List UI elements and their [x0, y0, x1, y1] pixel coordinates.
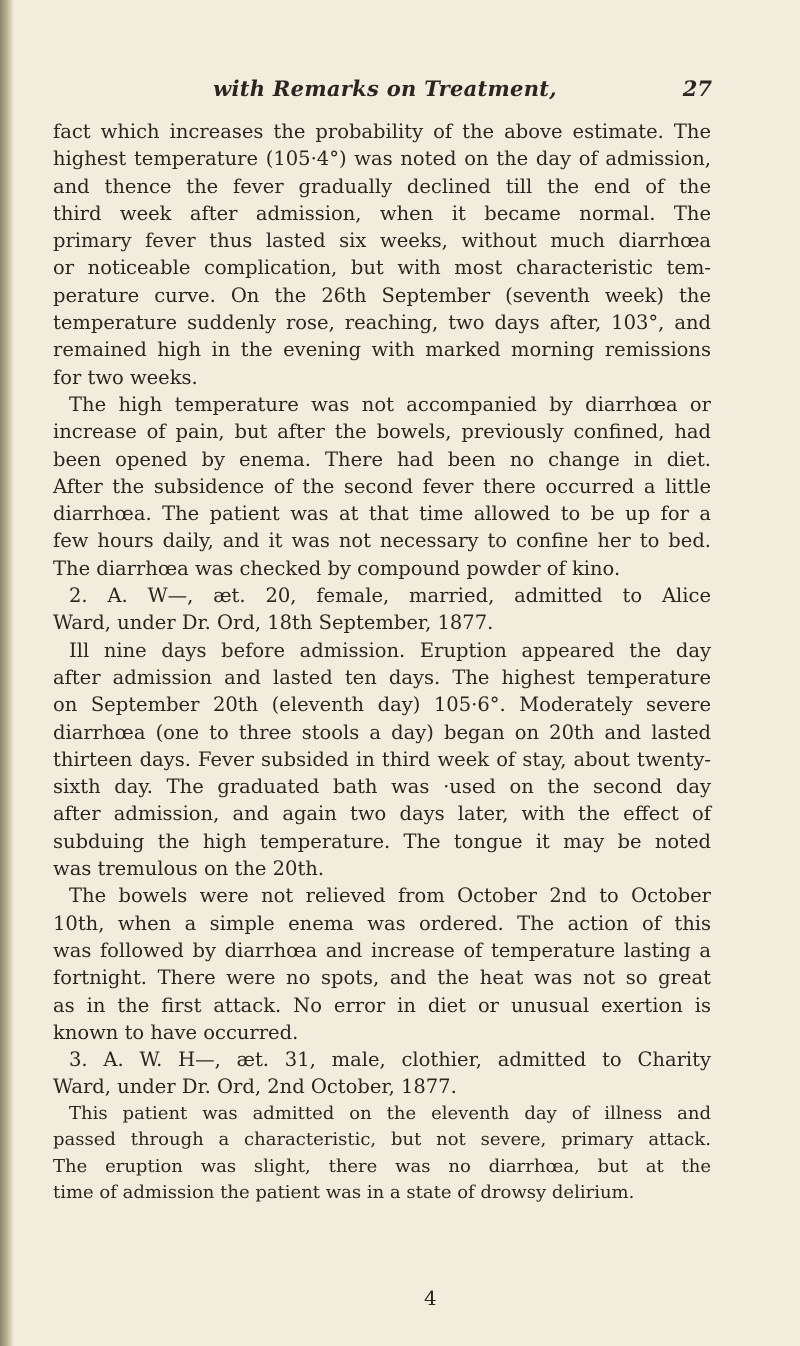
- text-line: diarrhœa. The patient was at that time allowed to be up for a: [53, 502, 711, 526]
- running-title: with Remarks on Treatment,: [213, 76, 557, 101]
- text-line: The eruption was slight, there was no diarrhœa, but at the: [53, 1155, 711, 1177]
- text-line: remained high in the evening with marked morning remissions: [53, 338, 711, 362]
- text-line: thirteen days. Fever subsided in third week of stay, about twenty-: [53, 747, 711, 771]
- text-line: 10th, when a simple enema was ordered. The action of this: [53, 911, 711, 935]
- page-number: 27: [682, 76, 712, 101]
- text-line: subduing the high temperature. The tongue it may be noted: [53, 829, 711, 853]
- text-line: fortnight. There were no spots, and the heat was not so great: [53, 966, 711, 990]
- text-line: after admission, and again two days later, with the effect of: [53, 802, 711, 826]
- text-line: Ill nine days before admission. Eruption appeared the day: [69, 638, 711, 662]
- text-line: fact which increases the probability of the above estimate. The: [53, 120, 711, 143]
- text-line: After the subsidence of the second fever there occurred a little: [53, 474, 711, 498]
- text-line: diarrhœa (one to three stools a day) began on 20th and lasted: [53, 720, 711, 744]
- text-line: The bowels were not relieved from October 2nd to October: [69, 884, 711, 908]
- text-line: or noticeable complication, but with most characteristic tem-: [53, 256, 711, 280]
- signature-mark: 4: [424, 1286, 437, 1310]
- text-line: passed through a characteristic, but not severe, primary attack.: [53, 1129, 711, 1151]
- text-line: and thence the fever gradually declined till the end of the: [53, 174, 711, 198]
- text-line: on September 20th (eleventh day) 105·6°. Moderately severe: [53, 693, 711, 717]
- running-header: [60, 74, 710, 104]
- text-line: 2. A. W—, æt. 20, female, married, admitted to Alice: [69, 584, 711, 608]
- text-line: as in the first attack. No error in diet or unusual exertion is: [53, 993, 711, 1017]
- text-line: was tremulous on the 20th.: [53, 857, 325, 881]
- text-line: highest temperature (105·4°) was noted on the day of admission,: [53, 147, 711, 171]
- text-line: known to have occurred.: [53, 1020, 299, 1044]
- text-line: time of admission the patient was in a state of drowsy delirium.: [53, 1182, 635, 1204]
- text-line: primary fever thus lasted six weeks, without much diarrhœa: [53, 229, 711, 253]
- text-line: few hours daily, and it was not necessary to confine her to bed.: [53, 529, 711, 553]
- text-line: 3. A. W. H—, æt. 31, male, clothier, admitted to Charity: [69, 1048, 711, 1072]
- text-line: sixth day. The graduated bath was ·used on the second day: [53, 775, 711, 799]
- text-line: increase of pain, but after the bowels, previously confined, had: [53, 420, 711, 444]
- text-line: The high temperature was not accompanied by diarrhœa or: [69, 392, 711, 416]
- text-line: The diarrhœa was checked by compound powder of kino.: [53, 556, 621, 580]
- text-line: was followed by diarrhœa and increase of temperature lasting a: [53, 938, 711, 962]
- body-text: [53, 118, 711, 1207]
- text-line: after admission and lasted ten days. The highest temperature: [53, 665, 711, 689]
- text-line: been opened by enema. There had been no change in diet.: [53, 447, 711, 471]
- text-line: temperature suddenly rose, reaching, two days after, 103°, and: [53, 311, 711, 335]
- text-line: Ward, under Dr. Ord, 18th September, 1877.: [53, 611, 494, 635]
- text-line: for two weeks.: [53, 365, 198, 389]
- text-line: perature curve. On the 26th September (seventh week) the: [53, 283, 711, 307]
- text-line: This patient was admitted on the eleventh day of illness and: [69, 1102, 711, 1124]
- text-line: third week after admission, when it became normal. The: [53, 201, 711, 225]
- text-line: Ward, under Dr. Ord, 2nd October, 1877.: [53, 1075, 457, 1099]
